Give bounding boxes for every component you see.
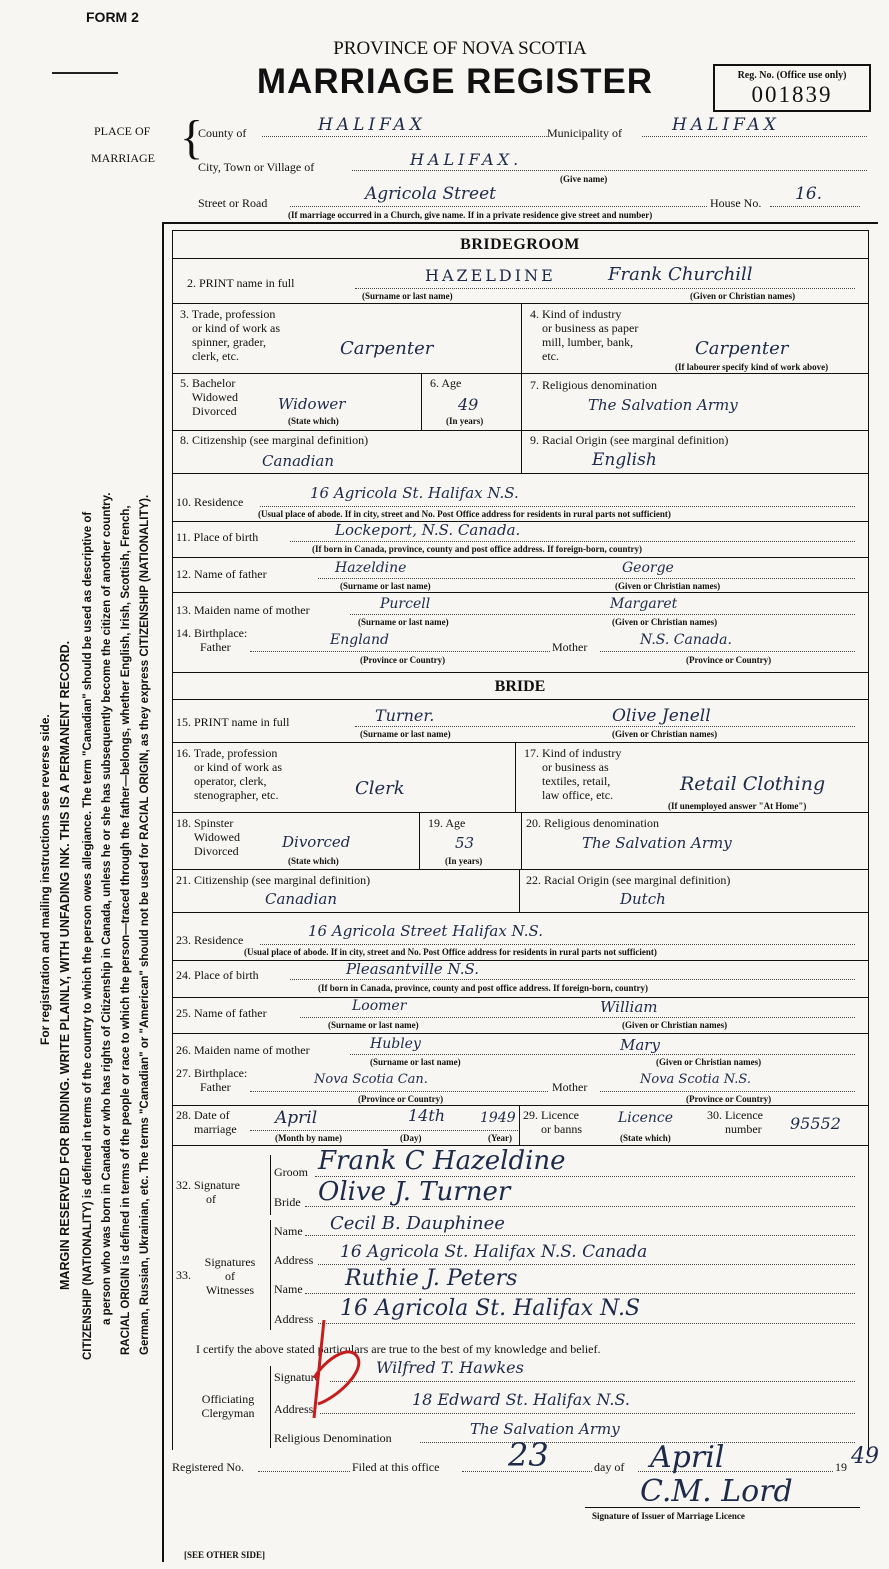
bride-name-label: 15. PRINT name in full: [176, 715, 290, 729]
side-note-citizenship: CITIZENSHIP (NATIONALITY) is defined in terms of the country to which the person owes allegiance. The term "Canadian" should be used as descriptive of: [82, 511, 94, 1360]
clergy-denom-label: Religious Denomination: [274, 1431, 392, 1445]
groom-father-given-note: (Given or Christian names): [615, 581, 721, 591]
clergy-sig-label: Signature: [274, 1370, 320, 1384]
bride-mother-surname: Hubley: [370, 1036, 421, 1052]
groom-industry-label: 4. Kind of industry or business as paper mill, lumber, bank, etc.: [530, 307, 639, 363]
bride-residence-label: 23. Residence: [176, 933, 244, 947]
bride-status-note: (State which): [288, 856, 339, 866]
groom-mother-birthplace: N.S. Canada.: [640, 632, 732, 648]
bride-given-note: (Given or Christian names): [612, 729, 718, 739]
groom-given: Frank Churchill: [608, 264, 753, 285]
bride-mother-given-note: (Given or Christian names): [656, 1057, 762, 1067]
marriage-month-note: (Month by name): [275, 1133, 342, 1143]
groom-industry: Carpenter: [695, 338, 789, 359]
witness-number: 33.: [176, 1268, 191, 1282]
bride-mother-surname-note: (Surname or last name): [370, 1057, 461, 1067]
bride-sig-label: Bride: [274, 1195, 301, 1209]
bride-birthplaces-label: 27. Birthplace:: [176, 1066, 248, 1080]
groom-age: 49: [458, 395, 479, 414]
bride-status: Divorced: [282, 833, 351, 851]
groom-father-label: 12. Name of father: [176, 567, 267, 581]
bride-birthplace: Pleasantville N.S.: [346, 960, 479, 978]
marriage-label: MARRIAGE: [91, 151, 156, 165]
groom-mother-surname: Purcell: [380, 596, 431, 612]
licence-type-note: (State which): [620, 1133, 671, 1143]
groom-residence-label: 10. Residence: [176, 495, 244, 509]
groom-citizenship: Canadian: [262, 452, 335, 470]
issuer-signature: C.M. Lord: [640, 1474, 793, 1509]
marriage-month: April: [275, 1108, 318, 1128]
bride-age: 53: [455, 834, 475, 852]
groom-industry-note: (If labourer specify kind of work above): [675, 362, 829, 372]
bride-industry: Retail Clothing: [680, 773, 826, 795]
groom-name-label: 2. PRINT name in full: [187, 276, 295, 290]
groom-mother-given: Margaret: [610, 596, 678, 612]
year-prefix: 19: [835, 1460, 847, 1474]
licence-type: Licence: [618, 1110, 674, 1126]
bride-industry-label: 17. Kind of industry or business as textiles, retail, law office, etc.: [524, 746, 622, 802]
side-note-margin: MARGIN RESERVED FOR BINDING. WRITE PLAINLY, WITH UNFADING INK. THIS IS A PERMANENT RECORD.: [58, 640, 72, 1290]
groom-mother-given-note: (Given or Christian names): [612, 617, 718, 627]
groom-father-given: George: [622, 560, 674, 576]
side-note-racial: RACIAL ORIGIN is defined in terms of the people or race to which the person—traced through the father—belongs, whether English, Irish, Scottish, French,: [120, 505, 132, 1355]
groom-birthplace-note: (If born in Canada, province, county and post office address. If foreign-born, country): [312, 544, 643, 554]
w1-name-label: Name: [274, 1224, 303, 1238]
bride-father-birthplace: Nova Scotia Can.: [314, 1072, 428, 1087]
licence-type-label: 29. Licence or banns: [523, 1108, 582, 1136]
groom-birthplace-label: 11. Place of birth: [176, 530, 259, 544]
bride-citizenship-label: 21. Citizenship (see marginal definition): [176, 873, 371, 887]
bride-racial-label: 22. Racial Origin (see marginal definition): [526, 873, 731, 887]
province-heading: PROVINCE OF NOVA SCOTIA: [333, 38, 587, 59]
groom-religion-label: 7. Religious denomination: [530, 378, 657, 392]
bride-age-note: (In years): [445, 856, 483, 866]
day-of-label: day of: [594, 1460, 625, 1474]
bride-given: Olive Jenell: [612, 706, 711, 726]
w1-name: Cecil B. Dauphinee: [330, 1213, 505, 1234]
clergy-label: Officiating Clergyman: [201, 1392, 255, 1420]
bride-father-given-note: (Given or Christian names): [622, 1020, 728, 1030]
licence-number-label: 30. Licence number: [707, 1108, 763, 1136]
street-value: Agricola Street: [365, 184, 497, 204]
clergy-address: 18 Edward St. Halifax N.S.: [412, 1390, 630, 1409]
county-value: HALIFAX: [318, 115, 426, 135]
municipality-label: Municipality of: [547, 126, 622, 140]
bride-heading: BRIDE: [494, 678, 546, 695]
give-name-note: (Give name): [560, 174, 608, 184]
bride-trade: Clerk: [355, 778, 405, 799]
city-label: City, Town or Village of: [198, 160, 315, 174]
bride-father-label: 25. Name of father: [176, 1006, 267, 1020]
bride-age-label: 19. Age: [428, 816, 466, 830]
groom-birthplace: Lockeport, N.S. Canada.: [335, 521, 521, 539]
groom-birthplaces-label: 14. Birthplace:: [176, 626, 248, 640]
groom-mother-label: 13. Maiden name of mother: [176, 603, 310, 617]
bride-trade-label: 16. Trade, profession or kind of work as operator, clerk, stenographer, etc.: [176, 746, 282, 802]
bride-surname: Turner.: [375, 706, 435, 725]
bride-surname-note: (Surname or last name): [360, 729, 451, 739]
groom-father-bp-label: Father: [200, 640, 231, 654]
groom-mother-bp-label: Mother: [552, 640, 588, 654]
filed-label: Filed at this office: [352, 1460, 440, 1474]
bride-status-label: 18. Spinster Widowed Divorced: [176, 816, 240, 858]
marriage-date-label: 28. Date of marriage: [176, 1108, 237, 1136]
signature-label: 32. Signature of: [176, 1178, 240, 1206]
bride-residence: 16 Agricola Street Halifax N.S.: [308, 922, 544, 940]
groom-signature: Frank C Hazeldine: [318, 1146, 566, 1176]
groom-father-surname-note: (Surname or last name): [340, 581, 431, 591]
place-brace: {: [180, 111, 204, 164]
street-label: Street or Road: [198, 196, 268, 210]
filed-year: 49: [851, 1444, 879, 1469]
licence-number: 95552: [790, 1114, 841, 1133]
groom-status-note: (State which): [288, 416, 339, 426]
bride-birthplace-note: (If born in Canada, province, county and post office address. If foreign-born, country): [318, 983, 649, 993]
clergy-signature: Wilfred T. Hawkes: [376, 1358, 524, 1377]
margin-mark: [52, 72, 118, 74]
bride-industry-note: (If unemployed answer "At Home"): [668, 801, 807, 811]
groom-age-note: (In years): [446, 416, 484, 426]
marriage-day: 14th: [408, 1106, 446, 1125]
issuer-label: Signature of Issuer of Marriage Licence: [592, 1511, 745, 1521]
city-value: HALIFAX.: [410, 150, 523, 169]
red-check-mark: [296, 1318, 376, 1428]
certification-text: I certify the above stated particulars are true to the best of my knowledge and belief.: [196, 1342, 601, 1356]
page-title: MARRIAGE REGISTER: [256, 62, 654, 101]
bride-birthplace-label: 24. Place of birth: [176, 968, 259, 982]
clergy-denomination: The Salvation Army: [470, 1420, 620, 1438]
groom-age-label: 6. Age: [430, 376, 462, 390]
groom-status: Widower: [278, 395, 346, 413]
marriage-year: 1949: [480, 1110, 516, 1126]
filed-month: April: [650, 1440, 725, 1475]
side-note-instructions: For registration and mailing instructions see reverse side.: [38, 714, 52, 1045]
w2-address-label: Address: [274, 1312, 314, 1326]
place-of-label: PLACE OF: [94, 124, 151, 138]
reg-number: 001839: [751, 82, 833, 107]
form-number: FORM 2: [86, 9, 139, 25]
groom-citizenship-label: 8. Citizenship (see marginal definition): [180, 433, 369, 447]
bride-father-surname: Loomer: [352, 998, 407, 1014]
w2-name: Ruthie J. Peters: [345, 1266, 518, 1291]
groom-trade: Carpenter: [340, 338, 434, 359]
bride-father-surname-note: (Surname or last name): [328, 1020, 419, 1030]
bride-mother-bp-label: Mother: [552, 1080, 588, 1094]
bride-mother-bp-note: (Province or Country): [686, 1094, 772, 1104]
groom-residence-note: (Usual place of abode. If in city, street and No. Post Office address for residents in rural parts not sufficient): [258, 509, 671, 519]
place-note: (If marriage occurred in a Church, give name. If in a private residence give street and number): [288, 210, 653, 220]
filed-day: 23: [508, 1436, 549, 1474]
house-label: House No.: [710, 196, 762, 210]
county-label: County of: [198, 126, 247, 140]
bride-mother-birthplace: Nova Scotia N.S.: [640, 1072, 751, 1087]
house-value: 16.: [795, 184, 823, 204]
groom-given-note: (Given or Christian names): [690, 291, 796, 301]
bride-citizenship: Canadian: [265, 890, 338, 908]
bride-religion: The Salvation Army: [582, 834, 732, 852]
groom-status-label: 5. Bachelor Widowed Divorced: [180, 376, 238, 418]
municipality-value: HALIFAX: [672, 115, 780, 135]
bride-signature: Olive J. Turner: [318, 1177, 511, 1207]
reg-number-box: [713, 64, 871, 112]
marriage-year-note: (Year): [488, 1133, 512, 1143]
bride-religion-label: 20. Religious denomination: [526, 816, 659, 830]
bride-racial: Dutch: [620, 890, 666, 908]
marriage-day-note: (Day): [400, 1133, 422, 1143]
groom-father-birthplace: England: [330, 632, 390, 648]
reg-number-label: Reg. No. (Office use only): [737, 70, 847, 81]
see-other-side: [SEE OTHER SIDE]: [184, 1550, 266, 1560]
bride-residence-note: (Usual place of abode. If in city, street and No. Post Office address for residents in rural parts not sufficient): [244, 947, 657, 957]
groom-father-bp-note: (Province or Country): [360, 655, 446, 665]
w2-name-label: Name: [274, 1282, 303, 1296]
bridegroom-heading: BRIDEGROOM: [460, 236, 580, 253]
groom-religion: The Salvation Army: [588, 396, 738, 414]
side-note-racial-2: German, Russian, Ukrainian, etc. The terms "Canadian" or "American" should not be used for RACIAL ORIGIN, as they express CITIZENSHIP (NATIONALITY).: [139, 494, 151, 1355]
groom-trade-label: 3. Trade, profession or kind of work as spinner, grader, clerk, etc.: [180, 307, 280, 363]
bride-mother-given: Mary: [620, 1036, 660, 1054]
w1-address: 16 Agricola St. Halifax N.S. Canada: [340, 1242, 648, 1262]
side-note-citizenship-2: a person who was born in Canada or who has rights of Citizenship in Canada, unless he or she has subsequently become the citizen of another country.: [101, 492, 113, 1325]
bride-father-bp-label: Father: [200, 1080, 231, 1094]
groom-mother-bp-note: (Province or Country): [686, 655, 772, 665]
groom-residence: 16 Agricola St. Halifax N.S.: [310, 484, 519, 502]
clergy-address-label: Address: [274, 1402, 314, 1416]
witness-label: Signatures of Witnesses: [204, 1255, 256, 1297]
groom-sig-label: Groom: [274, 1165, 308, 1179]
groom-mother-surname-note: (Surname or last name): [358, 617, 449, 627]
bride-father-given: William: [600, 998, 658, 1016]
groom-surname-note: (Surname or last name): [362, 291, 453, 301]
bride-father-bp-note: (Province or Country): [358, 1094, 444, 1104]
w2-address: 16 Agricola St. Halifax N.S: [340, 1296, 641, 1321]
groom-racial: English: [592, 450, 657, 470]
groom-father-surname: Hazeldine: [335, 560, 407, 576]
groom-racial-label: 9. Racial Origin (see marginal definition): [530, 433, 729, 447]
w1-address-label: Address: [274, 1253, 314, 1267]
registered-no-label: Registered No.: [172, 1460, 244, 1474]
groom-surname: HAZELDINE: [425, 266, 556, 285]
bride-mother-label: 26. Maiden name of mother: [176, 1043, 310, 1057]
